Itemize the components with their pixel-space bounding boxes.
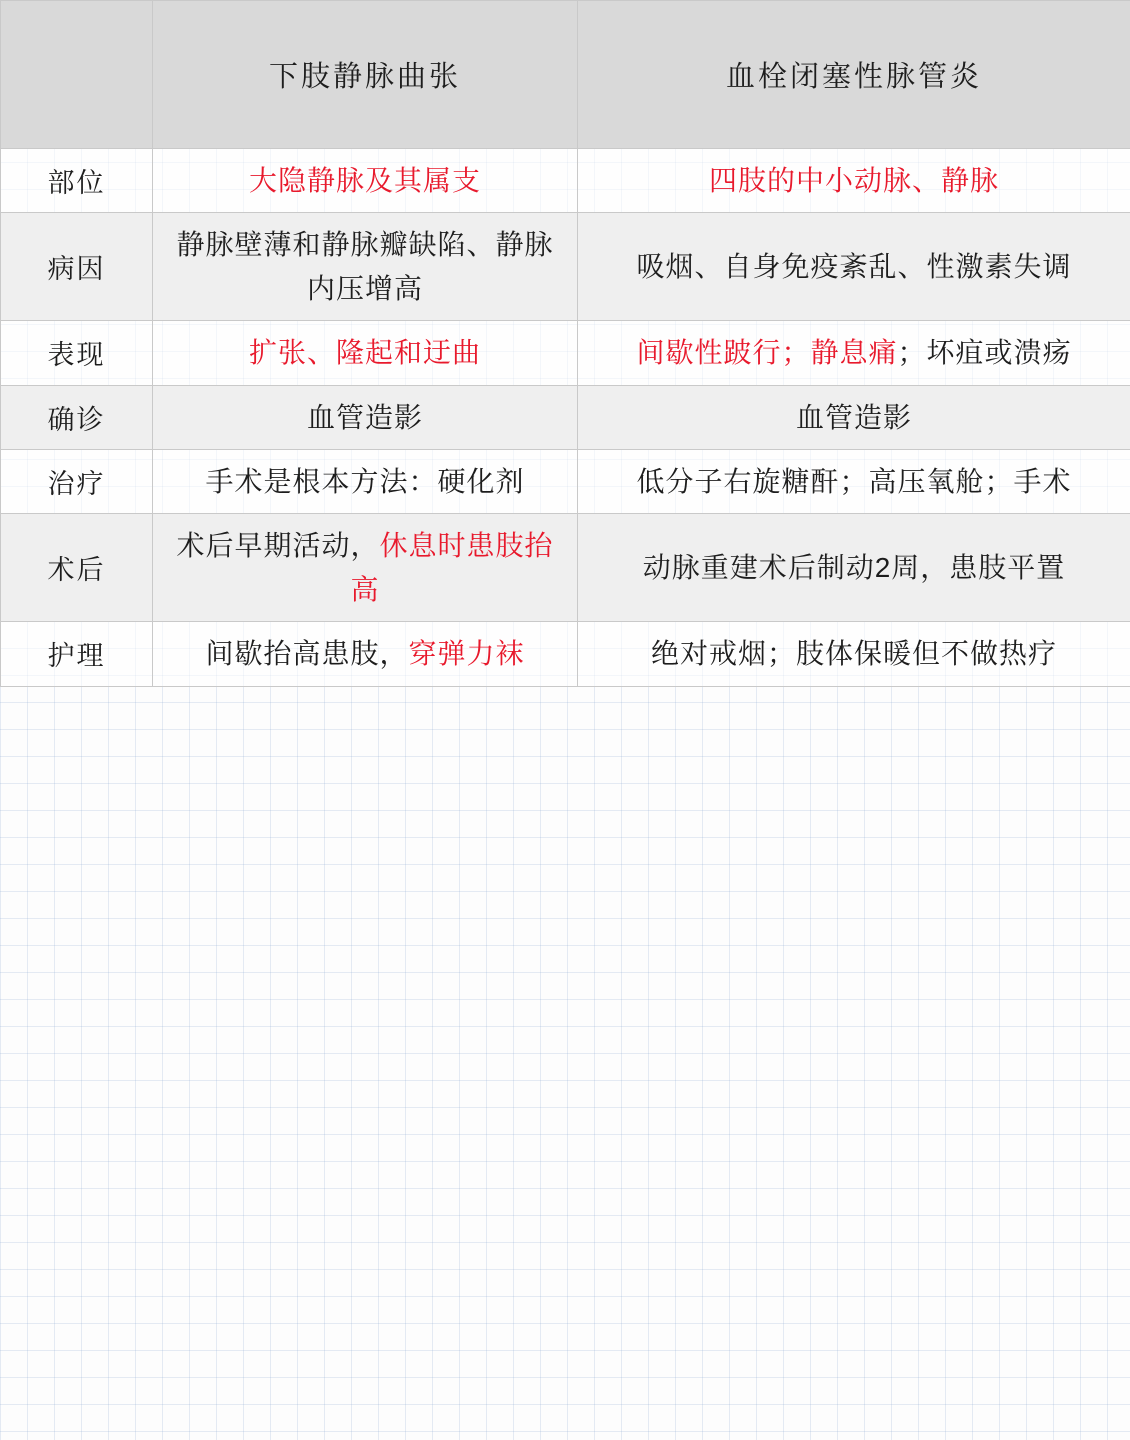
cell-col2	[578, 385, 1130, 449]
header-row	[1, 1, 1130, 149]
row-label: 治疗	[1, 449, 153, 513]
cell-text: 血管造影	[306, 401, 423, 433]
row-label: 部位	[1, 149, 153, 213]
cell-text-segment: 休息时患肢抬高	[350, 530, 554, 605]
cell-text: 手术是根本方法：硬化剂	[205, 465, 525, 497]
cell-col1	[153, 449, 578, 513]
cell-col1	[153, 622, 578, 686]
row-label: 确诊	[1, 385, 153, 449]
cell-col2	[578, 449, 1130, 513]
cell-text: 静脉壁薄和静脉瓣缺陷、静脉内压增高	[176, 229, 554, 304]
cell-col1	[153, 514, 578, 622]
cell-content	[165, 632, 565, 675]
table-row	[1, 514, 1130, 622]
table-row	[1, 213, 1130, 321]
cell-col1	[153, 321, 578, 385]
table-row	[1, 149, 1130, 213]
table-body	[1, 149, 1130, 687]
comparison-table	[0, 0, 1130, 687]
row-label: 病因	[1, 213, 153, 321]
table-header	[1, 1, 1130, 149]
table-row	[1, 449, 1130, 513]
cell-text: 四肢的中小动脉、静脉	[708, 165, 999, 196]
cell-col2	[578, 514, 1130, 622]
cell-text: 动脉重建术后制动2周，患肢平置	[642, 552, 1066, 584]
table-row	[1, 622, 1130, 686]
cell-content	[165, 524, 565, 611]
row-label: 护理	[1, 622, 153, 686]
header-col2: 血栓闭塞性脉管炎	[578, 1, 1130, 149]
row-label: 术后	[1, 514, 153, 622]
cell-text: 大隐静脉及其属支	[248, 165, 481, 196]
cell-text: 吸烟、自身免疫紊乱、性激素失调	[636, 251, 1072, 283]
cell-text: 扩张、隆起和迂曲	[248, 337, 481, 369]
cell-text: 绝对戒烟；肢体保暖但不做热疗	[650, 638, 1057, 670]
cell-col2	[578, 149, 1130, 213]
header-col1: 下肢静脉曲张	[153, 1, 578, 149]
row-label: 表现	[1, 321, 153, 385]
cell-col2	[578, 213, 1130, 321]
cell-text: 低分子右旋糖酐；高压氧舱；手术	[636, 465, 1072, 497]
cell-text-segment: ；坏疽或溃疡	[897, 337, 1072, 369]
table-row	[1, 385, 1130, 449]
cell-text-segment: 间歇性跛行；静息痛	[636, 337, 898, 369]
cell-text-segment: 术后早期活动，	[176, 530, 380, 562]
table-row	[1, 321, 1130, 385]
cell-text-segment: 间歇抬高患肢，	[205, 638, 409, 670]
header-corner-cell	[1, 1, 153, 149]
cell-col2	[578, 622, 1130, 686]
cell-col2	[578, 321, 1130, 385]
cell-content	[590, 331, 1118, 374]
cell-text: 血管造影	[795, 401, 912, 433]
cell-col1	[153, 385, 578, 449]
cell-col1	[153, 213, 578, 321]
cell-col1	[153, 149, 578, 213]
cell-text-segment: 穿弹力袜	[408, 638, 525, 670]
